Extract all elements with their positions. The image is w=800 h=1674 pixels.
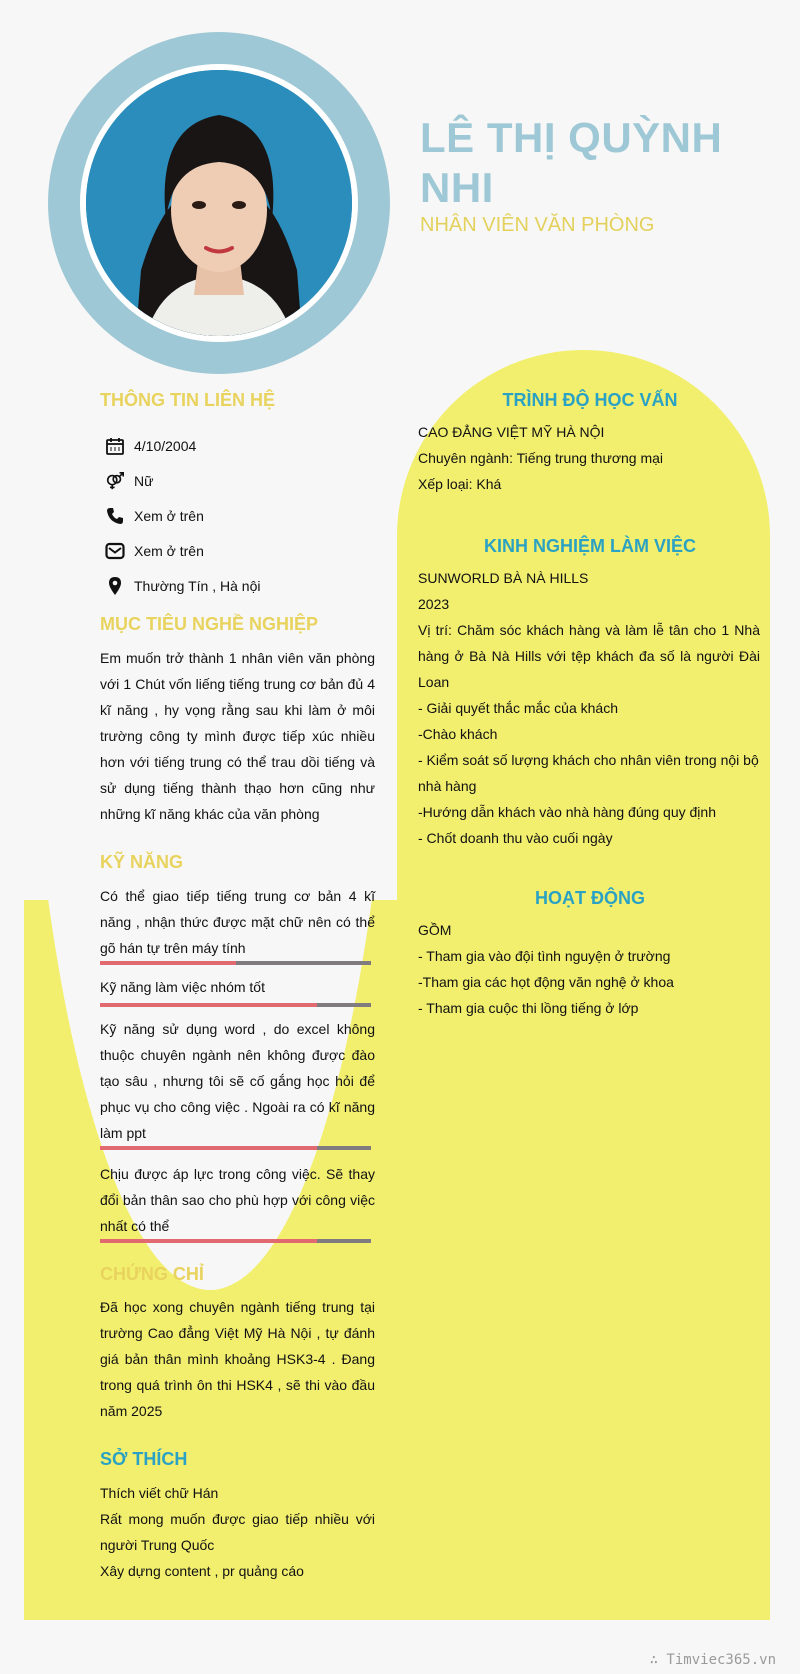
experience-duty: - Giải quyết thắc mắc của khách (418, 700, 618, 716)
education-line: Xếp loại: Khá (418, 476, 502, 492)
contact-address (105, 573, 260, 599)
profile-photo (86, 70, 352, 336)
contact-text: Nữ (134, 473, 154, 489)
contact-text: Thường Tín , Hà nội (134, 578, 261, 594)
skill-bar-fill (100, 1146, 317, 1150)
skills-heading: KỸ NĂNG (100, 852, 184, 872)
contact-gender (105, 468, 153, 494)
skill-text: Chịu được áp lực trong công việc. Sẽ thay đổi bản thân sao cho phù hợp với công việc nhất có thể (100, 1166, 375, 1234)
hobby-line: Rất mong muốn được giao tiếp nhiều với người Trung Quốc (100, 1511, 375, 1553)
objective-text: Em muốn trở thành 1 nhân viên văn phòng với 1 Chút vốn liếng tiếng trung cơ bản đủ 4 kĩ năng , hy vọng rằng sau khi làm ở môi trường công ty mình được tiếp xúc nhiều hơn với tiếng trung có thể trau dồi tiếng và sử dụng tiếng thành thạo hơn cũng như những kĩ năng khác của văn phòng (100, 650, 375, 822)
skill-text: Có thể giao tiếp tiếng trung cơ bản 4 kĩ năng , nhận thức được mặt chữ nên có thể gõ hán tự trên máy tính (100, 888, 375, 956)
experience-year: 2023 (418, 596, 450, 612)
hobby-line: Thích viết chữ Hán (100, 1485, 219, 1501)
skill-bar-fill (100, 1003, 317, 1007)
skill-bar (100, 961, 371, 965)
experience-position: Vị trí: Chăm sóc khách hàng và làm lễ tân cho 1 Nhà hàng ở Bà Nà Hills với tệp khách đa số là người Đài Loan (418, 622, 760, 690)
experience-company: SUNWORLD BÀ NÀ HILLS (418, 570, 589, 586)
contact-text: Xem ở trên (134, 543, 204, 559)
job-title: NHÂN VIÊN VĂN PHÒNG (420, 214, 655, 236)
contact-birthday (105, 433, 196, 459)
calendar-icon (105, 436, 125, 456)
contact-text: 4/10/2004 (134, 438, 197, 454)
mail-icon (105, 541, 125, 561)
gender-icon (105, 471, 125, 491)
activity-line: -Tham gia các họt động văn nghệ ở khoa (418, 974, 674, 990)
skill-bar (100, 1003, 371, 1007)
activity-line: - Tham gia cuộc thi lồng tiếng ở lớp (418, 1000, 639, 1016)
experience-duty: - Chốt doanh thu vào cuối ngày (418, 830, 613, 846)
skill-text: Kỹ năng làm việc nhóm tốt (100, 979, 265, 995)
activities-heading: HOẠT ĐỘNG (535, 888, 645, 908)
contact-heading: THÔNG TIN LIÊN HỆ (100, 390, 275, 410)
location-icon (105, 576, 125, 596)
activity-line: - Tham gia vào đội tình nguyện ở trường (418, 948, 671, 964)
skill-bar (100, 1239, 371, 1243)
education-line: CAO ĐẲNG VIỆT MỸ HÀ NỘI (418, 424, 605, 440)
watermark: ∴ Timviec365.vn (649, 1652, 776, 1668)
skill-bar-fill (100, 1239, 317, 1243)
education-heading: TRÌNH ĐỘ HỌC VẤN (502, 390, 678, 410)
skill-bar-fill (100, 961, 236, 965)
contact-email (105, 538, 204, 564)
certificates-heading: CHỨNG CHỈ (100, 1264, 204, 1284)
experience-duty: -Chào khách (418, 726, 498, 742)
objective-heading: MỤC TIÊU NGHỀ NGHIỆP (100, 614, 319, 634)
experience-duty: -Hướng dẫn khách vào nhà hàng đúng quy định (418, 804, 716, 820)
education-line: Chuyên ngành: Tiếng trung thương mại (418, 450, 664, 466)
hobby-line: Xây dựng content , pr quảng cáo (100, 1563, 304, 1579)
skill-bar (100, 1146, 371, 1150)
contact-phone (105, 503, 204, 529)
skill-text: Kỹ năng sử dụng word , do excel không thuộc chuyên ngành nên không được đào tạo sâu , nhưng tôi sẽ cố gắng học hỏi để phục vụ cho công việc . Ngoài ra có kĩ năng làm ppt (100, 1021, 375, 1141)
experience-duty: - Kiểm soát số lượng khách cho nhân viên trong nội bộ nhà hàng (418, 752, 759, 794)
contact-text: Xem ở trên (134, 508, 204, 524)
candidate-name: LÊ THỊ QUỲNH NHI (420, 114, 723, 211)
phone-icon (105, 506, 125, 526)
activity-line: GỒM (418, 922, 452, 938)
certificates-text: Đã học xong chuyên ngành tiếng trung tại trường Cao đẳng Việt Mỹ Hà Nội , tự đánh giá bản thân mình khoảng HSK3-4 . Đang trong quá trình ôn thi HSK4 , sẽ thi vào đầu năm 2025 (100, 1299, 375, 1419)
experience-heading: KINH NGHIỆM LÀM VIỆC (483, 536, 696, 556)
hobbies-heading: SỞ THÍCH (100, 1449, 188, 1469)
